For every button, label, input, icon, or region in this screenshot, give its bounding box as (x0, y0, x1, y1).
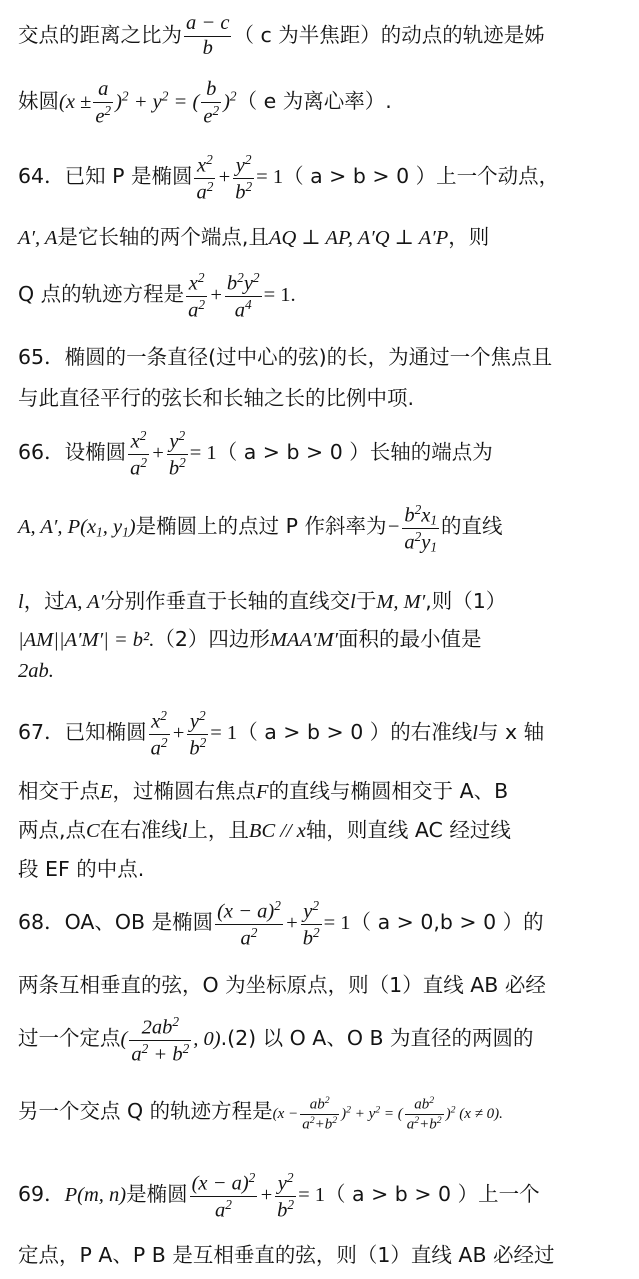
shifted-ellipse-equation: $\frac{(x - a)^2}{a^2}$ + $\frac{y^2}{b^2}$ = 1 (217, 898, 351, 950)
line-10: l，过A, A′分别作垂直于长轴的直线交l于M, M′,则（1） (18, 589, 507, 613)
line-13: 67．已知椭圆 $\frac{x^2}{a^2}$ + $\frac{y^2}{b^2}$ = 1（ a > b > 0 ）的右准线l与 x 轴 (18, 708, 545, 760)
ellipse-equation: $\frac{x^2}{a^2}$ + $\frac{y^2}{b^2}$ = 1 (130, 428, 217, 480)
ellipse-equation: $\frac{x^2}{a^2}$ + $\frac{y^2}{b^2}$ = 1 (150, 708, 238, 760)
line-15: 两点,点C在右准线l上，且BC // x轴，则直线 AC 经过线 (18, 818, 511, 842)
line-7: 与此直径平行的弦长和长轴之长的比例中项. (18, 386, 415, 410)
line-18: 两条互相垂直的弦，O 为坐标原点，则（1）直线 AB 必经 (18, 973, 546, 997)
line-16: 段 EF 的中点. (18, 857, 145, 881)
line-4: A′, A是它长轴的两个端点,且AQ ⊥ AP, A′Q ⊥ A′P，则 (18, 225, 490, 249)
shifted-ellipse-equation: $\frac{(x - a)^2}{a^2}$ + $\frac{y^2}{b^2}$ = 1 (191, 1170, 326, 1222)
line-3: 64．已知 P 是椭圆 $\frac{x^2}{a^2}$ + $\frac{y^2}{b^2}$ = 1（ a > b > 0 ）上一个动点， (18, 152, 560, 204)
line-21: 69．P(m, n)是椭圆 $\frac{(x - a)^2}{a^2}$ + $\frac{y^2}{b^2}$ = 1（ a > b > 0 ）上一个 (18, 1170, 540, 1222)
line-2: 妹圆(x ± $\frac{a}{e^2}$ )$^2 + y^2$ = ( $\frac{b}{e^2}$ )$^2$（ e 为离心率）. (18, 78, 392, 127)
twin-circle-equation: (x ± $\frac{a}{e^2}$ )$^2 + y^2$ = ( $\frac{b}{e^2}$ )$^2$ (59, 78, 237, 127)
line-11: |AM||A′M′| = b².（2）四边形MAA′M′面积的最小值是 (18, 627, 482, 651)
slope-expression: − $\frac{b^2x_1}{a^2y_1}$ (386, 502, 438, 555)
q-locus-equation: $\frac{x^2}{a^2}$ + $\frac{b^2y^2}{a^4}$ = 1. (188, 270, 296, 322)
line-9: A, A′, $P(x_1$, $y_1$)是椭圆上的点过 P 作斜率为− $\frac{b^2x_1}{a^2y_1}$ 的直线 (18, 502, 503, 555)
q-locus-equation: (x − $\frac{ab^2}{a^2+b^2}$ )$^2 + y^2$ = ( $\frac{ab^2}{a^2+b^2}$ )$^2$ (x ≠ 0). (272, 1095, 503, 1133)
line-1: 交点的距离之比为 $\frac{a - c}{b}$ （ c 为半焦距）的动点的轨迹是姊 (18, 12, 545, 59)
ellipse-equation: $\frac{x^2}{a^2}$ + $\frac{y^2}{b^2}$ = 1 (196, 152, 284, 204)
line-20: 另一个交点 Q 的轨迹方程是(x − $\frac{ab^2}{a^2+b^2}$ )$^2 + y^2$ = ( $\frac{ab^2}{a^2+b^2}$ )$^2$ (x ≠ 0). (18, 1095, 503, 1133)
line-22: 定点，P A、P B 是互相垂直的弦，则（1）直线 AB 必经过 (18, 1243, 555, 1267)
line-5: Q 点的轨迹方程是 $\frac{x^2}{a^2}$ + $\frac{b^2y^2}{a^4}$ = 1. (18, 270, 296, 322)
line-8: 66．设椭圆 $\frac{x^2}{a^2}$ + $\frac{y^2}{b^2}$ = 1（ a > b > 0 ）长轴的端点为 (18, 428, 493, 480)
fixed-point-expression: ( $\frac{2ab^2}{a^2 + b^2}$ , 0) (120, 1014, 221, 1066)
line-12: 2ab. (18, 660, 54, 682)
line-19: 过一个定点( $\frac{2ab^2}{a^2 + b^2}$ , 0).(2) 以 O A、O B 为直径的两圆的 (18, 1014, 534, 1066)
line-14: 相交于点E，过椭圆右焦点F的直线与椭圆相交于 A、B (18, 779, 509, 803)
fraction-a-minus-c-over-b: $\frac{a - c}{b}$ (186, 12, 230, 59)
line-17: 68．OA、OB 是椭圆 $\frac{(x - a)^2}{a^2}$ + $\frac{y^2}{b^2}$ = 1（ a > 0,b > 0 ）的 (18, 898, 544, 950)
line-6: 65．椭圆的一条直径(过中心的弦)的长，为通过一个焦点且 (18, 345, 553, 369)
